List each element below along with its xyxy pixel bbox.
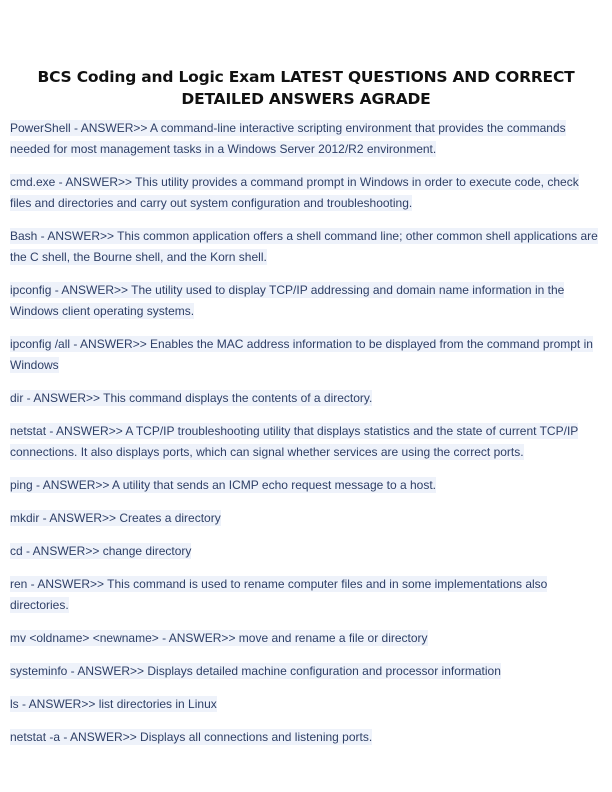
list-item — [10, 388, 602, 409]
list-item — [10, 694, 602, 715]
qa-text: cmd.exe - ANSWER>> This utility provides a command prompt in Windows in order to execute code, check files and directories and carry out system configuration and troubleshooting. — [10, 175, 579, 210]
qa-text: mkdir - ANSWER>> Creates a directory — [10, 511, 221, 525]
list-item — [10, 661, 602, 682]
qa-text: cd - ANSWER>> change directory — [10, 544, 192, 558]
qa-text: PowerShell - ANSWER>> A command-line interactive scripting environment that provides the commands needed for most management tasks in a Windows Server 2012/R2 environment. — [10, 121, 566, 156]
qa-list — [10, 118, 602, 760]
list-item — [10, 574, 602, 616]
qa-text: ls - ANSWER>> list directories in Linux — [10, 697, 217, 711]
list-item — [10, 172, 602, 214]
list-item — [10, 475, 602, 496]
qa-text: ping - ANSWER>> A utility that sends an ICMP echo request message to a host. — [10, 478, 437, 492]
qa-text: ren - ANSWER>> This command is used to rename computer files and in some implementations also directories. — [10, 577, 548, 612]
qa-text: systeminfo - ANSWER>> Displays detailed machine configuration and processor information — [10, 664, 501, 678]
qa-text: Bash - ANSWER>> This common application offers a shell command line; other common shell applications are the C shell, the Bourne shell, and the Korn shell. — [10, 229, 598, 264]
qa-text: netstat - ANSWER>> A TCP/IP troubleshooting utility that displays statistics and the state of current TCP/IP connections. It also displays ports, which can signal whether services are using the correct ports. — [10, 424, 579, 459]
list-item — [10, 421, 602, 463]
list-item — [10, 541, 602, 562]
document-title: BCS Coding and Logic Exam LATEST QUESTIONS AND CORRECT DETAILED ANSWERS AGRADE — [37, 68, 575, 108]
list-item — [10, 226, 602, 268]
list-item — [10, 334, 602, 376]
list-item — [10, 118, 602, 160]
qa-text: ipconfig /all - ANSWER>> Enables the MAC address information to be displayed from the command prompt in Windows — [10, 337, 593, 372]
qa-text: netstat -a - ANSWER>> Displays all connections and listening ports. — [10, 730, 373, 744]
qa-text: dir - ANSWER>> This command displays the contents of a directory. — [10, 391, 373, 405]
qa-text: ipconfig - ANSWER>> The utility used to display TCP/IP addressing and domain name information in the Windows client operating systems. — [10, 283, 565, 318]
list-item — [10, 508, 602, 529]
list-item — [10, 727, 602, 748]
qa-text: mv <oldname> <newname> - ANSWER>> move and rename a file or directory — [10, 631, 428, 645]
list-item — [10, 628, 602, 649]
list-item — [10, 280, 602, 322]
